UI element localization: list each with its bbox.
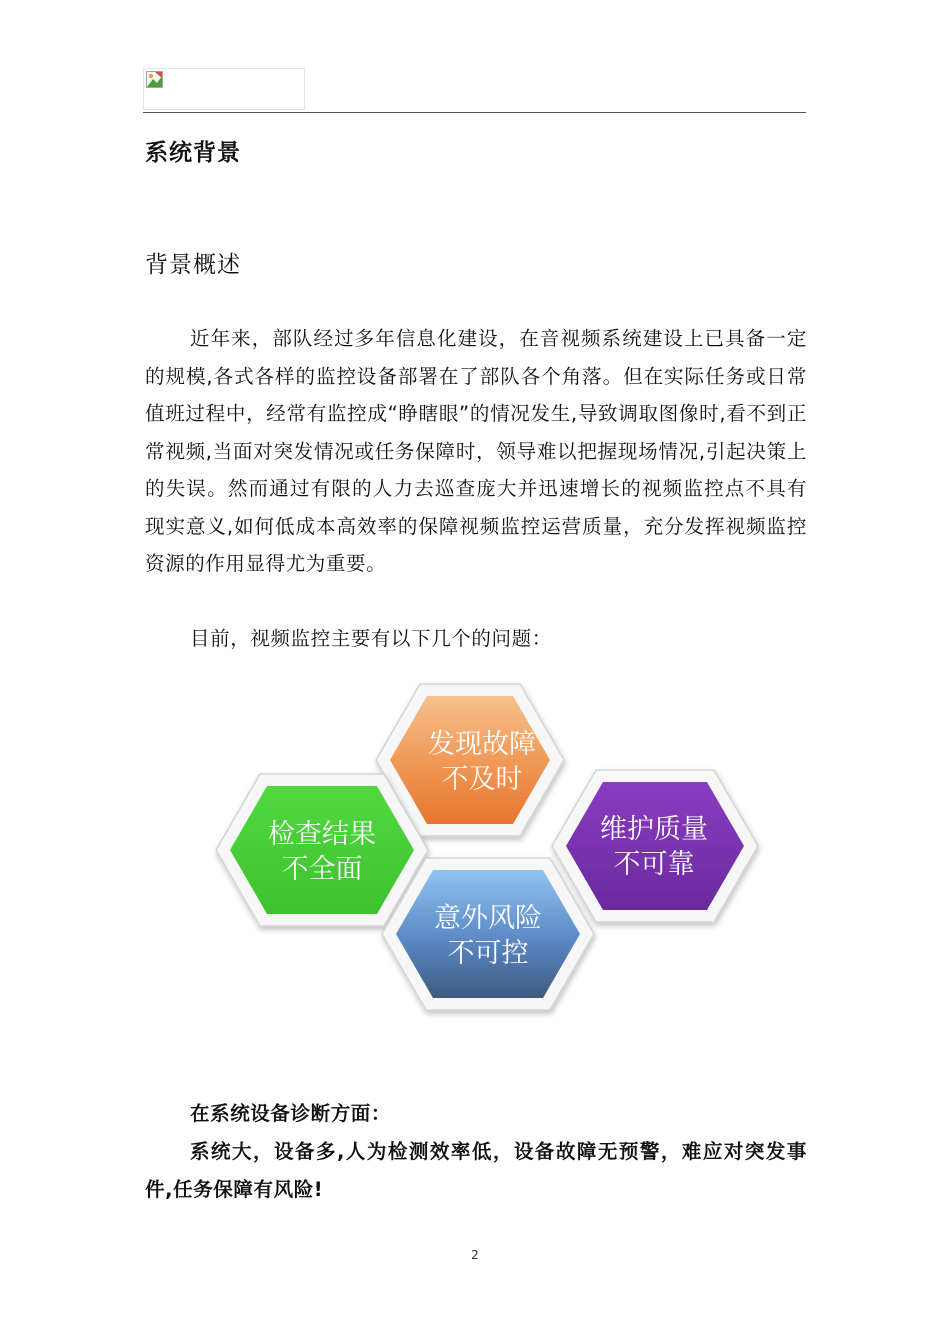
header-rule bbox=[143, 112, 806, 113]
page-number: 2 bbox=[471, 1248, 479, 1262]
hexagon-maintenance-quality bbox=[552, 770, 758, 922]
diagnosis-conclusion: 系统大，设备多,人为检测效率低，设备故障无预警，难应对突发事件,任务保障有风险! bbox=[145, 1140, 807, 1201]
header-logo-placeholder bbox=[143, 68, 305, 110]
hexagon-maintenance-quality-line2: 不可靠 bbox=[613, 849, 695, 880]
hexagon-detect-fault-line1: 发现故障 bbox=[428, 729, 536, 760]
background-paragraph: 近年来，部队经过多年信息化建设，在音视频系统建设上已具备一定的规模,各式各样的监控设备部署在了部队各个角落。但在实际任务或日常值班过程中，经常有监控成“睁瞎眼”的情况发生,导致调取图像时,看不到正常视频,当面对突发情况或任务保障时，领导难以把握现场情况,引起决策上的失误。然而通过有限的人力去巡查庞大并迅速增长的视频监控点不具有现实意义,如何低成本高效率的保障视频监控运营质量，充分发挥视频监控资源的作用显得尤为重要。 bbox=[145, 327, 807, 575]
diagnosis-sub-heading: 在系统设备诊断方面： bbox=[190, 1102, 392, 1125]
hexagon-inspection-result-line1: 检查结果 bbox=[268, 819, 376, 850]
hexagon-unexpected-risk-line2: 不可控 bbox=[447, 938, 529, 969]
hexagon-inspection-result bbox=[216, 774, 428, 926]
hexagon-detect-fault-line2: 不及时 bbox=[441, 764, 523, 795]
hexagon-inspection-result-line2: 不全面 bbox=[281, 854, 363, 885]
hexagon-unexpected-risk-line1: 意外风险 bbox=[434, 903, 542, 934]
problems-intro-paragraph: 目前，视频监控主要有以下几个的问题： bbox=[190, 627, 552, 650]
hexagon-unexpected-risk bbox=[382, 858, 594, 1010]
broken-image-icon bbox=[146, 71, 163, 88]
problems-hexagon-diagram bbox=[210, 676, 770, 1026]
section-title: 背景概述 bbox=[145, 252, 241, 278]
hexagon-maintenance-quality-line1: 维护质量 bbox=[600, 814, 708, 845]
page-title: 系统背景 bbox=[145, 140, 241, 166]
